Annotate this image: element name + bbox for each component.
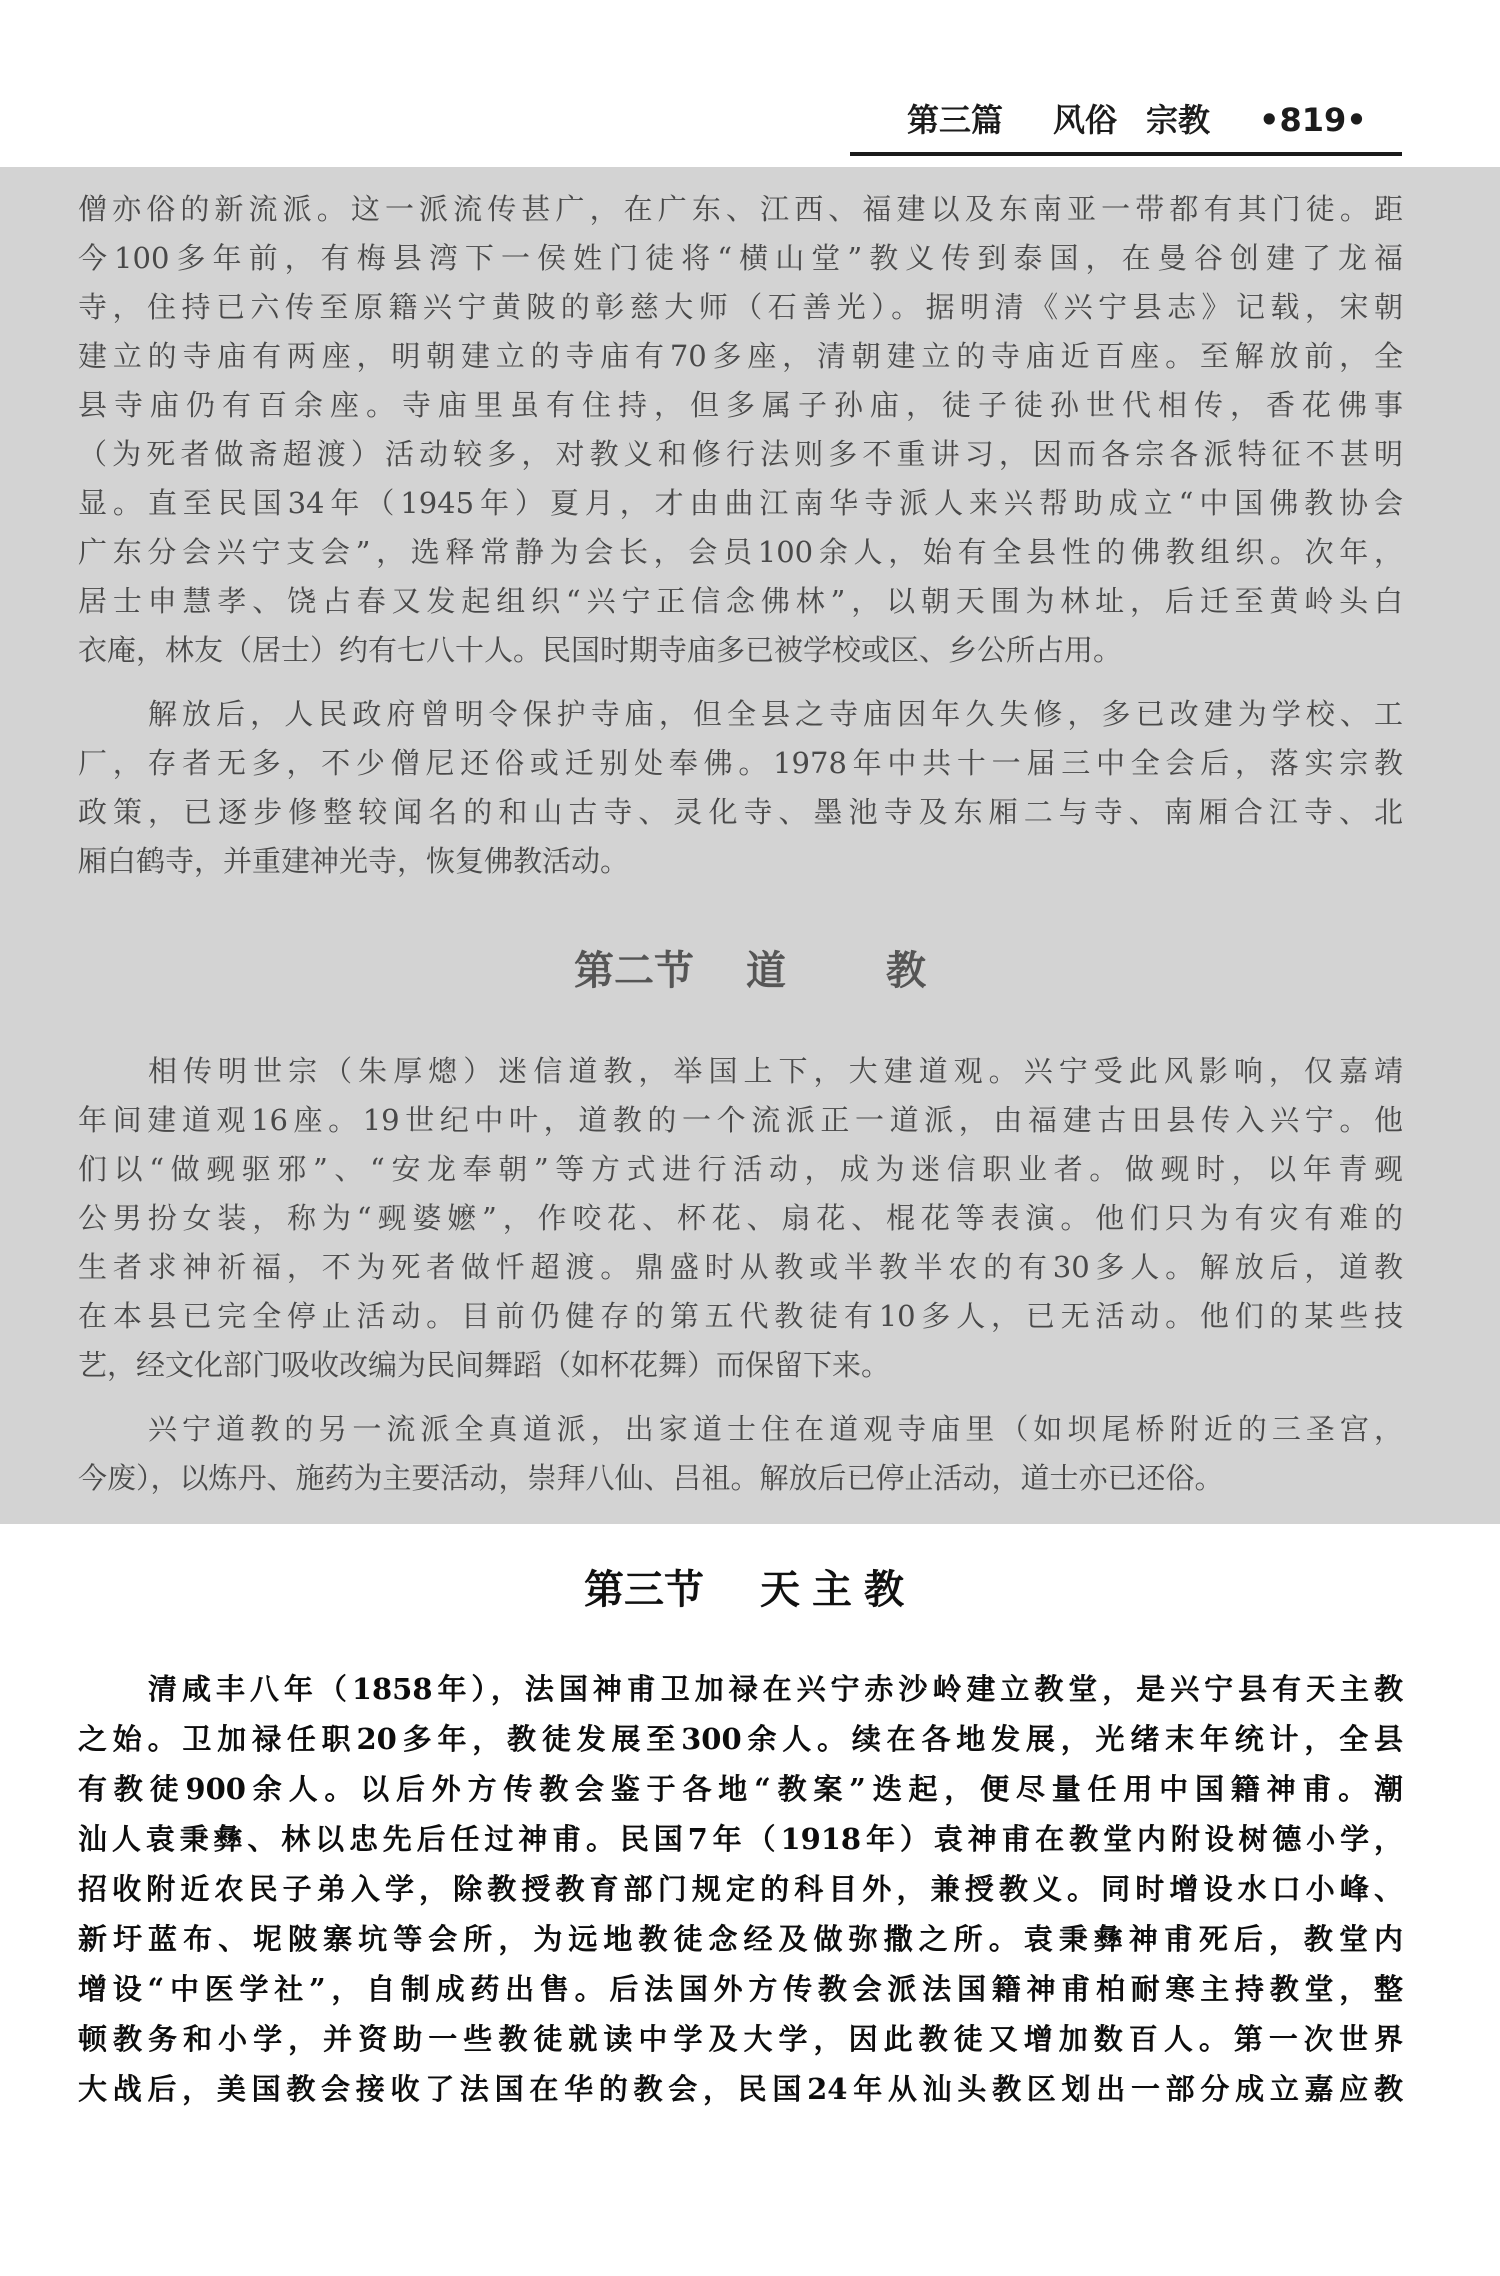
text-line: 们以“做觋驱邪”、“安龙奉朝”等方式进行活动，成为迷信职业者。做觋时，以年青觋 xyxy=(78,1152,1403,1186)
header-chapter-title: 风俗 xyxy=(1053,101,1118,139)
section-name: 天主教 xyxy=(760,1567,916,1613)
text-line: 艺，经文化部门吸收改编为民间舞蹈（如杯花舞）而保留下来。 xyxy=(78,1348,891,1382)
text-line: 大战后，美国教会接收了法国在华的教会，民国24年从汕头教区划出一部分成立嘉应教 xyxy=(78,2072,1403,2106)
text-line: 增设“中医学社”，自制成药出售。后法国外方传教会派法国籍神甫柏耐寒主持教堂，整 xyxy=(78,1972,1403,2006)
text-line: 寺，住持已六传至原籍兴宁黄陂的彰慈大师（石善光）。据明清《兴宁县志》记载，宋朝 xyxy=(78,290,1403,324)
text-line: 在本县已完全停止活动。目前仍健存的第五代教徒有10多人，已无活动。他们的某些技 xyxy=(78,1299,1403,1333)
section-name-char: 教 xyxy=(886,948,926,994)
header-section-title: 宗教 xyxy=(1146,101,1211,139)
section-name-char: 道 xyxy=(746,948,786,994)
text-line: 居士申慧孝、饶占春又发起组织“兴宁正信念佛林”，以朝天围为林址，后迁至黄岭头白 xyxy=(78,584,1403,618)
section-number: 第二节 xyxy=(574,948,694,994)
text-line: 解放后，人民政府曾明令保护寺庙，但全县之寺庙因年久失修，多已改建为学校、工 xyxy=(148,697,1403,731)
text-line: 相传明世宗（朱厚熜）迷信道教，举国上下，大建道观。兴宁受此风影响，仅嘉靖 xyxy=(148,1054,1403,1088)
text-line: 之始。卫加禄任职20多年，教徒发展至300余人。续在各地发展，光绪末年统计，全县 xyxy=(78,1722,1403,1756)
text-line: 生者求神祈福，不为死者做忏超渡。鼎盛时从教或半教半农的有30多人。解放后，道教 xyxy=(78,1250,1403,1284)
text-line: 建立的寺庙有两座，明朝建立的寺庙有70多座，清朝建立的寺庙近百座。至解放前，全 xyxy=(78,339,1403,373)
text-line: 显。直至民国34年（1945年）夏月，才由曲江南华寺派人来兴帮助成立“中国佛教协会 xyxy=(78,486,1403,520)
text-line: 新圩蓝布、坭陂寨坑等会所，为远地教徒念经及做弥撒之所。袁秉彝神甫死后，教堂内 xyxy=(78,1922,1403,1956)
text-line: 今废），以炼丹、施药为主要活动，崇拜八仙、吕祖。解放后已停止活动，道士亦已还俗。 xyxy=(78,1461,1224,1495)
text-line: 清咸丰八年（1858年），法国神甫卫加禄在兴宁赤沙岭建立教堂，是兴宁县有天主教 xyxy=(148,1672,1403,1706)
text-line: 厂，存者无多，不少僧尼还俗或迁别处奉佛。1978年中共十一届三中全会后，落实宗教 xyxy=(78,746,1403,780)
section-number: 第三节 xyxy=(584,1567,704,1613)
page-header xyxy=(850,96,1402,156)
section-title-taoism xyxy=(0,939,1500,996)
text-line: 汕人袁秉彝、林以忠先后任过神甫。民国7年（1918年）袁神甫在教堂内附设树德小学， xyxy=(78,1822,1403,1856)
text-line: 顿教务和小学，并资助一些教徒就读中学及大学，因此教徒又增加数百人。第一次世界 xyxy=(78,2022,1403,2056)
text-line: 招收附近农民子弟入学，除教授教育部门规定的科目外，兼授教义。同时增设水口小峰、 xyxy=(78,1872,1403,1906)
text-line: 有教徒900余人。以后外方传教会鉴于各地“教案”迭起，便尽量任用中国籍神甫。潮 xyxy=(78,1772,1403,1806)
text-line: 僧亦俗的新流派。这一派流传甚广，在广东、江西、福建以及东南亚一带都有其门徒。距 xyxy=(78,192,1403,226)
text-line: 县寺庙仍有百余座。寺庙里虽有住持，但多属子孙庙，徒子徒孙世代相传，香花佛事 xyxy=(78,388,1403,422)
text-line: 年间建道观16座。19世纪中叶，道教的一个流派正一道派，由福建古田县传入兴宁。他 xyxy=(78,1103,1403,1137)
text-line: 今100多年前，有梅县湾下一侯姓门徒将“横山堂”教义传到泰国，在曼谷创建了龙福 xyxy=(78,241,1403,275)
text-line: 政策，已逐步修整较闻名的和山古寺、灵化寺、墨池寺及东厢二与寺、南厢合江寺、北 xyxy=(78,795,1403,829)
text-line: 厢白鹤寺，并重建神光寺，恢复佛教活动。 xyxy=(78,844,630,878)
header-part-title: 第三篇 xyxy=(907,101,1004,139)
text-line: 广东分会兴宁支会”，选释常静为会长，会员100余人，始有全县性的佛教组织。次年， xyxy=(78,535,1403,569)
page-number: •819• xyxy=(1259,101,1367,139)
text-line: 公男扮女装，称为“觋婆嬷”，作咬花、杯花、扇花、棍花等表演。他们只为有灾有难的 xyxy=(78,1201,1403,1235)
section-title-catholicism xyxy=(0,1558,1500,1615)
text-line: （为死者做斋超渡）活动较多，对教义和修行法则多不重讲习，因而各宗各派特征不甚明 xyxy=(78,437,1403,471)
text-line: 衣庵，林友（居士）约有七八十人。民国时期寺庙多已被学校或区、乡公所占用。 xyxy=(78,633,1123,667)
text-line: 兴宁道教的另一流派全真道派，出家道士住在道观寺庙里（如坝尾桥附近的三圣宫， xyxy=(148,1412,1403,1446)
